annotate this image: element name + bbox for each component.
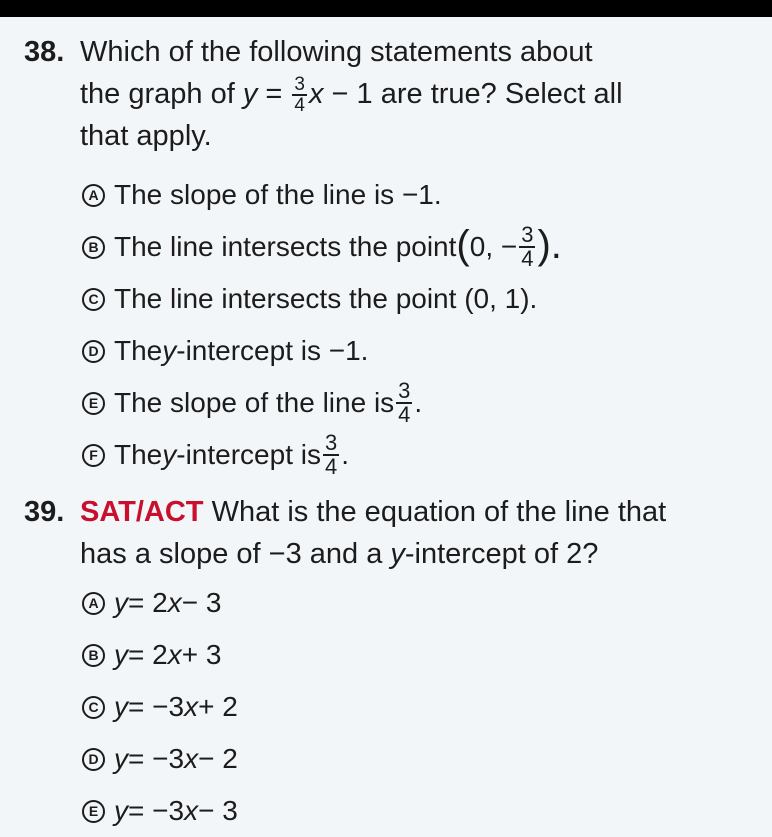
q38-stem-text: the graph of [80, 78, 243, 110]
q38-option-a[interactable] [82, 169, 772, 221]
q38-number: 38. [24, 36, 65, 68]
q38-line1 [24, 31, 772, 73]
eq-middle: = 2 [128, 587, 168, 618]
var-x: x [184, 691, 199, 722]
q39-options [24, 577, 772, 837]
option-text: The slope of the line is −1. [114, 179, 442, 211]
option-letter-f: F [82, 444, 105, 467]
q38-options [24, 169, 772, 481]
option-letter-c: C [82, 288, 105, 311]
period: . [414, 387, 423, 419]
q38-var-y: y [242, 78, 258, 110]
q39-stem-line1: What is the equation of the line that [203, 496, 667, 528]
option-letter-b: B [82, 236, 105, 259]
option-letter-c: C [82, 696, 105, 719]
q38-option-d[interactable] [82, 325, 772, 377]
q39-line2 [24, 533, 772, 575]
option-letter-a: A [82, 184, 105, 207]
q38-line3: that apply. [80, 120, 212, 153]
open-paren: ( [456, 223, 470, 268]
option-text: The [114, 439, 163, 471]
point-coords: 0, − [469, 231, 518, 263]
option-letter-e: E [82, 800, 105, 823]
fraction-numerator: 3 [324, 430, 338, 456]
eq-tail: − 2 [198, 743, 238, 774]
eq-tail: − 3 [181, 587, 222, 618]
fraction-numerator: 3 [398, 378, 411, 404]
option-letter-e: E [82, 392, 105, 415]
close-paren: ). [537, 223, 562, 268]
fraction-numerator: 3 [294, 74, 305, 96]
q38-stem-text-end: − 1 are true? Select all [323, 78, 623, 110]
var-y: y [162, 335, 177, 367]
option-letter-b: B [82, 644, 105, 667]
q38-stem-line1: Which of the following statements about [80, 36, 593, 68]
eq-tail: − 3 [198, 795, 238, 826]
q39-stem-text: has a slope of −3 and a [80, 538, 391, 570]
fraction-denominator: 4 [324, 454, 338, 480]
eq-tail: + 3 [181, 639, 222, 670]
option-b-fraction [519, 224, 535, 270]
eq-tail: + 2 [198, 691, 238, 722]
q38-fraction [292, 75, 307, 115]
q38-line2 [24, 73, 772, 115]
q38-option-e[interactable] [82, 377, 772, 429]
option-text: The slope of the line is [114, 387, 395, 419]
var-x: x [167, 587, 182, 618]
period: . [341, 439, 349, 471]
q39-option-b[interactable] [82, 629, 772, 681]
var-y: y [114, 743, 128, 774]
var-x: x [184, 795, 199, 826]
q39-option-e[interactable] [82, 785, 772, 837]
option-text: The line intersects the point (0, 1). [114, 283, 538, 315]
option-letter-d: D [82, 748, 105, 771]
top-black-bar [0, 0, 772, 17]
eq-middle: = −3 [128, 795, 185, 826]
q39-line1 [24, 491, 772, 533]
q39-stem-text-end: -intercept of 2? [404, 538, 599, 570]
question-38 [24, 31, 772, 481]
option-letter-a: A [82, 592, 105, 615]
q38-option-f[interactable] [82, 429, 772, 481]
var-x: x [184, 743, 199, 774]
q38-equals: = [257, 78, 291, 110]
sat-act-tag: SAT/ACT [80, 496, 204, 528]
q39-var-y: y [390, 538, 405, 570]
option-text: The [114, 335, 163, 367]
var-y: y [114, 691, 128, 722]
var-y: y [162, 439, 177, 471]
var-y: y [114, 587, 128, 618]
option-e-fraction [396, 380, 412, 426]
var-y: y [114, 795, 128, 826]
fraction-denominator: 4 [398, 402, 411, 428]
fraction-denominator: 4 [294, 95, 305, 117]
option-letter-d: D [82, 340, 105, 363]
option-text: The line intersects the point [114, 231, 457, 263]
q39-number: 39. [24, 496, 65, 528]
q38-option-c[interactable] [82, 273, 772, 325]
option-text-mid: -intercept is [176, 439, 321, 471]
question-39 [24, 491, 772, 837]
eq-middle: = −3 [128, 743, 185, 774]
q39-option-a[interactable] [82, 577, 772, 629]
fraction-numerator: 3 [521, 222, 534, 248]
fraction-denominator: 4 [521, 246, 534, 272]
q38-option-b[interactable] [82, 221, 772, 273]
var-x: x [167, 639, 182, 670]
option-f-fraction [323, 432, 339, 478]
eq-middle: = 2 [128, 639, 168, 670]
option-text-end: -intercept is −1. [176, 335, 369, 367]
eq-middle: = −3 [128, 691, 185, 722]
q39-option-c[interactable] [82, 681, 772, 733]
q38-var-x: x [308, 78, 324, 110]
q39-option-d[interactable] [82, 733, 772, 785]
var-y: y [114, 639, 128, 670]
